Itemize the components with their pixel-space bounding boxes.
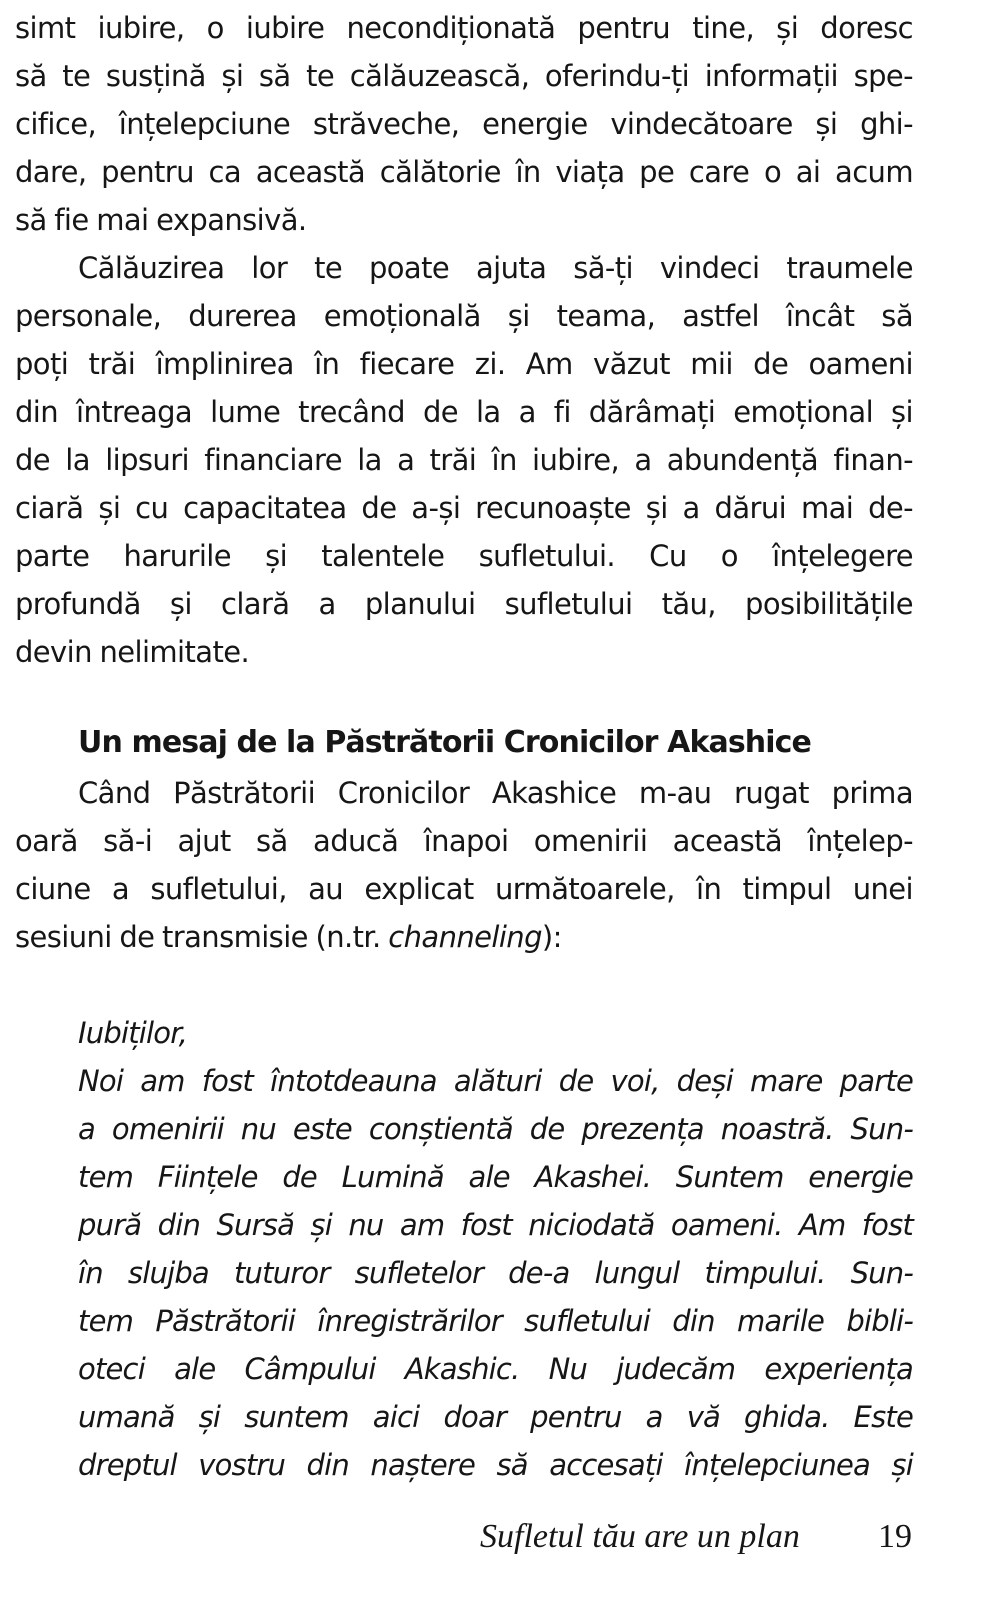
quote-line: pură din Sursă și nu am fost niciodată oameni. Am fost — [78, 1208, 913, 1242]
quote-salutation: Iubiților, — [78, 1016, 188, 1050]
text-line: oară să-i ajut să aducă înapoi omenirii această înțelep- — [15, 824, 913, 858]
text-line: personale, durerea emoțională și teama, astfel încât să — [15, 299, 913, 333]
quote-line: dreptul vostru din naștere să accesați înțelepciunea și — [78, 1448, 913, 1482]
text-line: simt iubire, o iubire necondiționată pentru tine, și doresc — [15, 11, 913, 45]
quote-line: umană și suntem aici doar pentru a vă ghida. Este — [78, 1400, 913, 1434]
text-line — [15, 913, 913, 961]
quote-line: tem Ființele de Lumină ale Akashei. Suntem energie — [78, 1160, 913, 1194]
text-span: ): — [541, 920, 562, 954]
quote-line: tem Păstrătorii înregistrărilor sufletului din marile bibli- — [78, 1304, 913, 1338]
section-heading: Un mesaj de la Păstrătorii Cronicilor Akashice — [78, 725, 811, 760]
text-line: din întreaga lume trecând de la a fi dărâmați emoțional și — [15, 395, 913, 429]
text-line: parte harurile și talentele sufletului. Cu o înțelegere — [15, 539, 913, 573]
text-span: sesiuni de transmisie (n.tr. — [15, 920, 389, 954]
text-line: dare, pentru ca această călătorie în viața pe care o ai acum — [15, 155, 913, 189]
text-line: devin nelimitate. — [15, 635, 250, 669]
text-line: să te susțină și să te călăuzească, oferindu-ți informații spe- — [15, 59, 913, 93]
quote-line: a omenirii nu este conștientă de prezența noastră. Sun- — [78, 1112, 913, 1146]
running-footer-title: Sufletul tău are un plan — [480, 1518, 800, 1555]
text-line: Călăuzirea lor te poate ajuta să-ți vindeci traumele — [78, 251, 913, 285]
text-line: ciune a sufletului, au explicat următoarele, în timpul unei — [15, 872, 913, 906]
text-line: să fie mai expansivă. — [15, 203, 307, 237]
quote-line: Noi am fost întotdeauna alături de voi, deși mare parte — [78, 1064, 913, 1098]
text-line: poți trăi împlinirea în fiecare zi. Am văzut mii de oameni — [15, 347, 913, 381]
text-line: profundă și clară a planului sufletului tău, posibilitățile — [15, 587, 913, 621]
text-line: de la lipsuri financiare la a trăi în iubire, a abundență finan- — [15, 443, 913, 477]
text-line: cifice, înțelepciune străveche, energie vindecătoare și ghi- — [15, 107, 913, 141]
text-line: Când Păstrătorii Cronicilor Akashice m-au rugat prima — [78, 776, 913, 810]
text-line: ciară și cu capacitatea de a-și recunoaște și a dărui mai de- — [15, 491, 913, 525]
quote-line: oteci ale Câmpului Akashic. Nu judecăm experiența — [78, 1352, 913, 1386]
quote-line: în slujba tuturor sufletelor de-a lungul timpului. Sun- — [78, 1256, 913, 1290]
italic-term: channeling — [388, 920, 542, 954]
page-number: 19 — [878, 1518, 912, 1555]
